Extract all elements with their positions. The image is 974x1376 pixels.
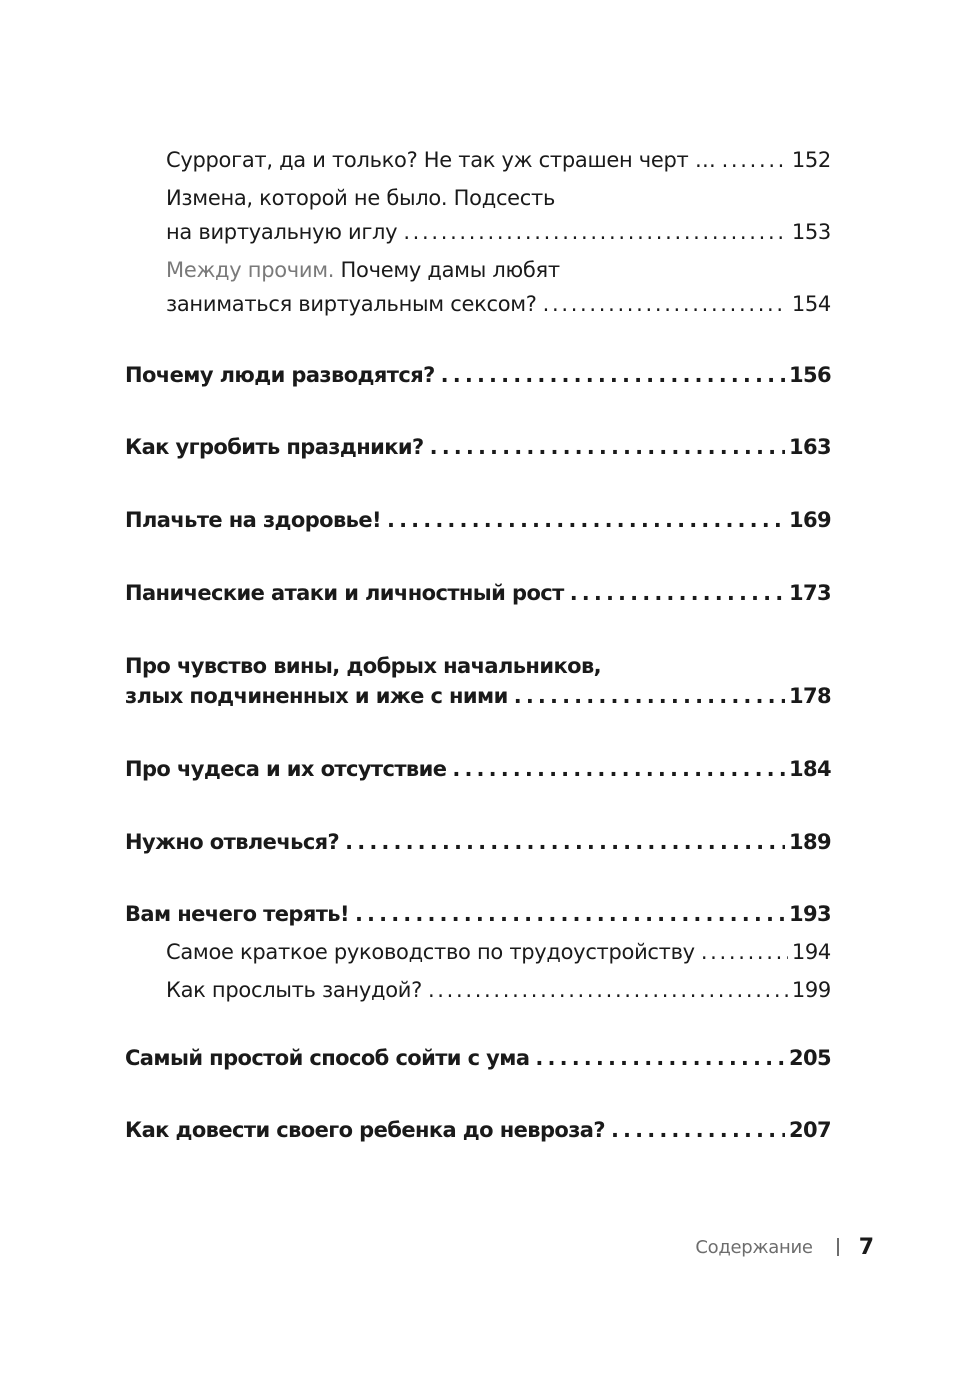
toc-entry-panic-attacks[interactable] bbox=[125, 578, 831, 608]
toc-leader-dots bbox=[543, 287, 788, 321]
toc-entry-title: Плачьте на здоровье! bbox=[125, 508, 381, 532]
toc-entry-title: злых подчиненных и иже с ними bbox=[125, 684, 508, 708]
toc-entry-nothing-to-lose[interactable] bbox=[125, 899, 831, 929]
toc-entry-title: Почему люди разводятся? bbox=[125, 363, 435, 387]
toc-entry-title: Суррогат, да и только? Не так уж страшен черт … bbox=[166, 148, 716, 172]
toc-page-number: 207 bbox=[788, 1118, 831, 1142]
toc-entry-title: Как угробить праздники? bbox=[125, 435, 424, 459]
toc-subentry-infidelity[interactable] bbox=[125, 181, 831, 249]
toc-subentry-bore[interactable] bbox=[125, 973, 831, 1007]
toc-entry-go-crazy[interactable] bbox=[125, 1043, 831, 1073]
toc-entry-guilt[interactable] bbox=[125, 651, 831, 711]
toc-leader-dots bbox=[611, 1115, 785, 1145]
toc-subentry-employment-guide[interactable] bbox=[125, 935, 831, 969]
toc-entry-title: на виртуальную иглу bbox=[166, 220, 398, 244]
footer-divider bbox=[837, 1238, 839, 1256]
toc-entry-title: Как довести своего ребенка до невроза? bbox=[125, 1118, 605, 1142]
running-section-title: Содержание bbox=[695, 1236, 813, 1258]
toc-entry-crying[interactable] bbox=[125, 505, 831, 535]
toc-page-number: 178 bbox=[788, 684, 831, 708]
toc-page-number: 194 bbox=[791, 940, 831, 964]
toc-leader-dots bbox=[441, 360, 785, 390]
toc-entry-holidays[interactable] bbox=[125, 432, 831, 462]
toc-leader-dots bbox=[535, 1043, 785, 1073]
toc-leader-dots bbox=[387, 505, 785, 535]
toc-page-number: 153 bbox=[791, 220, 831, 244]
toc-leader-dots bbox=[403, 215, 788, 249]
toc-page-number: 193 bbox=[788, 902, 831, 926]
toc-entry-miracles[interactable] bbox=[125, 754, 831, 784]
toc-entry-distraction[interactable] bbox=[125, 827, 831, 857]
toc-page-number: 173 bbox=[788, 581, 831, 605]
toc-leader-dots bbox=[452, 754, 785, 784]
toc-entry-title: Про чудеса и их отсутствие bbox=[125, 757, 447, 781]
toc-entry-title: Как прослыть занудой? bbox=[166, 978, 422, 1002]
toc-entry-title-line1: Про чувство вины, добрых начальников, bbox=[125, 654, 602, 678]
toc-page-number: 189 bbox=[788, 830, 831, 854]
toc-leader-dots bbox=[345, 827, 785, 857]
toc-entry-title: заниматься виртуальным сексом? bbox=[166, 292, 537, 316]
toc-leader-dots bbox=[570, 578, 785, 608]
toc-leader-dots bbox=[430, 432, 785, 462]
toc-entry-title: Самый простой способ сойти с ума bbox=[125, 1046, 530, 1070]
toc-page-number: 163 bbox=[788, 435, 831, 459]
table-of-contents bbox=[125, 143, 831, 1145]
toc-entry-title: Панические атаки и личностный рост bbox=[125, 581, 564, 605]
toc-entry-title: Нужно отвлечься? bbox=[125, 830, 340, 854]
page-footer bbox=[695, 1232, 874, 1262]
toc-leader-dots bbox=[355, 899, 785, 929]
page-number: 7 bbox=[858, 1234, 874, 1260]
toc-leader-dots bbox=[722, 143, 788, 177]
toc-page-number: 169 bbox=[788, 508, 831, 532]
toc-page-number: 205 bbox=[788, 1046, 831, 1070]
toc-subentry-surrogate[interactable] bbox=[125, 143, 831, 177]
toc-page-number: 152 bbox=[791, 148, 831, 172]
toc-entry-divorce[interactable] bbox=[125, 360, 831, 390]
toc-entry-child-neurosis[interactable] bbox=[125, 1115, 831, 1145]
toc-page-number: 156 bbox=[788, 363, 831, 387]
toc-leader-dots bbox=[514, 681, 785, 711]
toc-leader-dots bbox=[428, 973, 788, 1007]
toc-entry-title-line1: Почему дамы любят bbox=[334, 258, 560, 282]
toc-entry-title: Вам нечего терять! bbox=[125, 902, 349, 926]
toc-page-number: 199 bbox=[791, 978, 831, 1002]
toc-entry-prefix: Между прочим. bbox=[166, 258, 335, 282]
toc-entry-title-line1: Измена, которой не было. Подсесть bbox=[166, 186, 556, 210]
toc-page-number: 154 bbox=[791, 292, 831, 316]
toc-page-number: 184 bbox=[788, 757, 831, 781]
toc-leader-dots bbox=[701, 935, 788, 969]
toc-entry-title: Самое краткое руководство по трудоустройству bbox=[166, 940, 695, 964]
toc-subentry-virtual-sex[interactable] bbox=[125, 253, 831, 321]
